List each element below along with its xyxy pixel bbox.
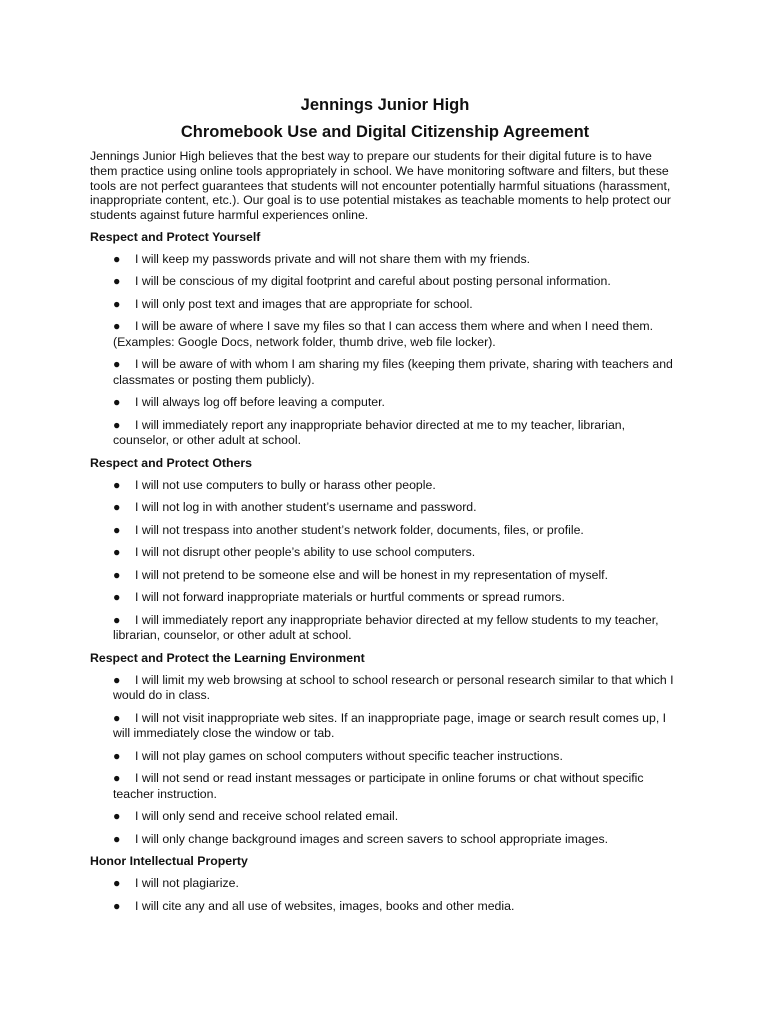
list-item: [90, 274, 680, 290]
bullet-icon: ●: [113, 522, 121, 537]
list-item-text: I will not log in with another student’s username and password.: [135, 500, 477, 515]
list-item: [90, 252, 680, 268]
list-item: [90, 357, 680, 388]
list-item-text: I will not visit inappropriate web sites. If an inappropriate page, image or search result comes up, I will immediately close the window or tab.: [113, 710, 667, 741]
bullet-icon: ●: [113, 612, 121, 627]
list-item: [90, 568, 680, 584]
list-item-text: I will not plagiarize.: [135, 876, 239, 891]
bullet-icon: ●: [113, 417, 121, 432]
list-item: [90, 395, 680, 411]
list-item: [90, 673, 680, 704]
document-title: Jennings Junior High: [300, 96, 470, 114]
list-item-text: I will immediately report any inappropriate behavior directed at my fellow students to my teacher, librarian, counselor, or other adult at school.: [113, 612, 659, 643]
list-item: [90, 319, 680, 350]
list-item: [90, 478, 680, 494]
list-item-text: I will be aware of where I save my files so that I can access them where and when I need them. (Examples: Google Docs, network folder, thumb drive, web file locker).: [113, 319, 654, 349]
bullet-icon: ●: [113, 357, 121, 372]
list-item-text: I will not trespass into another student’s network folder, documents, files, or profile.: [135, 522, 584, 537]
list-item: [90, 749, 680, 765]
bullet-icon: ●: [113, 771, 121, 786]
bullet-icon: ●: [113, 545, 121, 560]
bullet-icon: ●: [113, 319, 121, 334]
bullet-icon: ●: [113, 477, 121, 492]
bullet-icon: ●: [113, 672, 121, 687]
list-item: [90, 899, 680, 915]
section-list: [90, 478, 680, 644]
bullet-icon: ●: [113, 710, 121, 725]
bullet-icon: ●: [113, 395, 121, 410]
list-item: [90, 418, 680, 449]
list-item-text: I will keep my passwords private and will not share them with my friends.: [135, 251, 531, 266]
list-item-text: I will always log off before leaving a computer.: [135, 395, 385, 410]
bullet-icon: ●: [113, 809, 121, 824]
list-item-text: I will not disrupt other people’s ability to use school computers.: [135, 545, 476, 560]
list-item: [90, 545, 680, 561]
bullet-icon: ●: [113, 567, 121, 582]
intro-paragraph: Jennings Junior High believes that the best way to prepare our students for their digital future is to have them practice using online tools appropriately in school. We have monitoring software and filters, but these tools are not perfect guarantees that students will not encounter potentially harmful situations (harassment, inappropriate content, etc.). Our goal is to use potential mistakes as teachable moments to help protect our students against future harmful experiences online.: [90, 149, 672, 223]
section-list: [90, 252, 680, 449]
list-item-text: I will limit my web browsing at school to school research or personal research similar to that which I would do in class.: [113, 672, 674, 703]
list-item: [90, 613, 680, 644]
bullet-icon: ●: [113, 296, 121, 311]
list-item-text: I will be aware of with whom I am sharing my files (keeping them private, sharing with teachers and classmates or posting them publicly).: [113, 357, 673, 387]
section-list: [90, 673, 680, 848]
bullet-icon: ●: [113, 831, 121, 846]
list-item: [90, 809, 680, 825]
list-item-text: I will not play games on school computers without specific teacher instructions.: [135, 748, 563, 763]
list-item: [90, 876, 680, 892]
list-item-text: I will be conscious of my digital footprint and careful about posting personal information.: [135, 274, 611, 289]
section-heading: Respect and Protect the Learning Environment: [90, 650, 365, 665]
document-subtitle: Chromebook Use and Digital Citizenship Agreement: [180, 123, 590, 141]
list-item-text: I will not use computers to bully or harass other people.: [135, 477, 436, 492]
list-item-text: I will only send and receive school related email.: [135, 809, 399, 824]
bullet-icon: ●: [113, 590, 121, 605]
list-item: [90, 771, 680, 802]
section-heading: Honor Intellectual Property: [90, 854, 248, 869]
bullet-icon: ●: [113, 898, 121, 913]
section-list: [90, 876, 680, 914]
list-item-text: I will immediately report any inappropriate behavior directed at me to my teacher, librarian, counselor, or other adult at school.: [113, 417, 626, 448]
section-heading: Respect and Protect Yourself: [90, 229, 261, 244]
list-item: [90, 297, 680, 313]
bullet-icon: ●: [113, 876, 121, 891]
list-item: [90, 711, 680, 742]
section-heading: Respect and Protect Others: [90, 455, 252, 470]
bullet-icon: ●: [113, 748, 121, 763]
bullet-icon: ●: [113, 500, 121, 515]
list-item: [90, 523, 680, 539]
bullet-icon: ●: [113, 274, 121, 289]
list-item: [90, 590, 680, 606]
bullet-icon: ●: [113, 251, 121, 266]
document-content: [90, 95, 680, 914]
list-item-text: I will not send or read instant messages or participate in online forums or chat without specific teacher instruction.: [113, 771, 644, 801]
list-item: [90, 500, 680, 516]
list-item-text: I will not pretend to be someone else and will be honest in my representation of myself.: [135, 567, 609, 582]
list-item-text: I will only change background images and screen savers to school appropriate images.: [135, 831, 609, 846]
list-item: [90, 832, 680, 848]
sections-container: [90, 230, 680, 915]
list-item-text: I will not forward inappropriate materials or hurtful comments or spread rumors.: [135, 590, 565, 605]
list-item-text: I will only post text and images that are appropriate for school.: [135, 296, 473, 311]
list-item-text: I will cite any and all use of websites, images, books and other media.: [135, 898, 515, 913]
